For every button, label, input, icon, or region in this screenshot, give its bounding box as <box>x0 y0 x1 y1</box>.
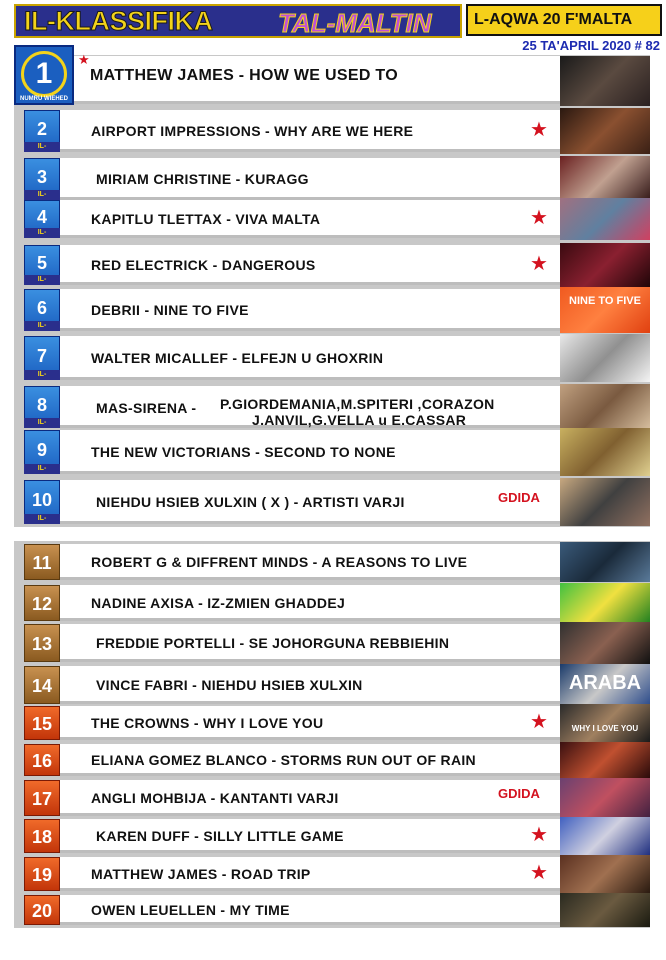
star-icon: ★ <box>530 119 548 141</box>
song-title: VINCE FABRI - NIEHDU HSIEB XULXIN <box>96 677 363 693</box>
song-title: WALTER MICALLEF - ELFEJN U GHOXRIN <box>91 350 384 366</box>
artist-photo-15 <box>560 704 650 742</box>
artist-photo-17 <box>560 778 650 818</box>
rank-badge: 12 <box>24 585 60 621</box>
chart-title-banner <box>14 4 462 38</box>
song-title: NIEHDU HSIEB XULXIN ( X ) - ARTISTI VARJI <box>96 494 405 510</box>
artist-photo-20 <box>560 893 650 927</box>
subtitle: L-AQWA 20 F'MALTA <box>474 11 633 28</box>
chart-entry-18 <box>24 819 560 853</box>
chart-entry-3 <box>24 158 560 200</box>
chart-entry-6 <box>24 289 560 331</box>
song-title: AIRPORT IMPRESSIONS - WHY ARE WE HERE <box>91 123 414 139</box>
rank-badge: 20 <box>24 895 60 925</box>
chart-entry-20 <box>24 895 560 925</box>
artist-photo-19 <box>560 855 650 893</box>
song-title: FREDDIE PORTELLI - SE JOHORGUNA REBBIEHIN <box>96 635 450 651</box>
artist-photo-1 <box>560 56 650 106</box>
rank-badge: 8 <box>24 386 60 428</box>
photo-caption: ARABA <box>568 672 642 694</box>
chart-logo-strip: IL- <box>24 370 60 380</box>
chart-entry-15 <box>24 706 560 740</box>
rank-badge: 15 <box>24 706 60 740</box>
star-icon: ★ <box>530 862 548 884</box>
photo-caption: WHY I LOVE YOU <box>571 724 639 733</box>
artist-photo-8 <box>560 384 650 430</box>
chart-entry-8 <box>24 386 560 428</box>
chart-entry-2 <box>24 110 560 152</box>
song-title: KAPITLU TLETTAX - VIVA MALTA <box>91 211 321 227</box>
song-title: MAS-SIRENA - <box>96 400 197 416</box>
song-title: DEBRII - NINE TO FIVE <box>91 302 249 318</box>
song-title: ANGLI MOHBIJA - KANTANTI VARJI <box>91 790 339 806</box>
chart-date: 25 TA'APRIL 2020 # 82 <box>522 38 660 53</box>
artist-photo-11 <box>560 542 650 582</box>
artist-photo-16 <box>560 742 650 778</box>
chart-entry-12 <box>24 585 560 621</box>
song-title: KAREN DUFF - SILLY LITTLE GAME <box>96 828 344 844</box>
rank-badge: 2 <box>24 110 60 152</box>
artist-photo-7 <box>560 334 650 382</box>
rank-badge: 16 <box>24 744 60 776</box>
new-entry-badge: GDIDA <box>498 490 540 505</box>
artist-photo-12 <box>560 583 650 623</box>
chart-entry-7 <box>24 336 560 380</box>
song-title: ELIANA GOMEZ BLANCO - STORMS RUN OUT OF RAIN <box>91 752 476 768</box>
artist-photo-5 <box>560 243 650 287</box>
chart-logo-strip: IL- <box>24 190 60 200</box>
chart-logo-strip: IL- <box>24 321 60 331</box>
chart-logo-strip: IL- <box>24 142 60 152</box>
song-title: ROBERT G & DIFFRENT MINDS - A REASONS TO LIVE <box>91 554 468 570</box>
rank-badge: 11 <box>24 544 60 580</box>
new-entry-badge: GDIDA <box>498 786 540 801</box>
artist-photo-10 <box>560 478 650 526</box>
artist-photo-14 <box>560 664 650 706</box>
artist-photo-4 <box>560 198 650 240</box>
rank-badge: 4 <box>24 200 60 238</box>
chart-entry-16 <box>24 744 560 776</box>
chart-logo-strip: IL- <box>24 275 60 285</box>
song-title: MATTHEW JAMES - ROAD TRIP <box>91 866 311 882</box>
rank-badge: 10 <box>24 480 60 524</box>
artist-photo-6 <box>560 287 650 333</box>
song-title: OWEN LEUELLEN - MY TIME <box>91 902 290 918</box>
rank-badge: 17 <box>24 780 60 816</box>
chart-entry-17 <box>24 780 560 816</box>
rank-badge: 13 <box>24 624 60 662</box>
star-icon: ★ <box>78 52 90 67</box>
header <box>0 0 666 55</box>
chart-entry-11 <box>24 544 560 580</box>
chart-entry-10 <box>24 480 560 524</box>
song-title: THE NEW VICTORIANS - SECOND TO NONE <box>91 444 396 460</box>
chart-entry-4 <box>24 200 560 238</box>
rank-badge: 19 <box>24 857 60 891</box>
artist-photo-9 <box>560 428 650 476</box>
chart-entry-5 <box>24 245 560 285</box>
rank-badge: 9 <box>24 430 60 474</box>
chart-entry-1 <box>74 52 560 104</box>
artist-photo-18 <box>560 817 650 855</box>
chart-entry-13 <box>24 624 560 662</box>
song-title: THE CROWNS - WHY I LOVE YOU <box>91 715 324 731</box>
rank-badge: 7 <box>24 336 60 380</box>
chart-logo-strip: IL- <box>24 464 60 474</box>
chart-entry-14 <box>24 666 560 704</box>
star-icon: ★ <box>530 711 548 733</box>
rank-badge: 5 <box>24 245 60 285</box>
artist-photo-2 <box>560 108 650 154</box>
song-artists-line-2: J.ANVIL,G.VELLA u E.CASSAR <box>252 412 467 428</box>
star-icon: ★ <box>530 207 548 229</box>
chart-logo-strip: IL- <box>24 514 60 524</box>
star-icon: ★ <box>530 253 548 275</box>
artist-photo-3 <box>560 156 650 202</box>
title-part2: TAL-MALTIN <box>278 8 432 38</box>
song-title: NADINE AXISA - IZ-ZMIEN GHADDEJ <box>91 595 346 611</box>
chart-entry-19 <box>24 857 560 891</box>
song-artists-line-1: P.GIORDEMANIA,M.SPITERI ,CORAZON <box>220 396 495 412</box>
song-title: RED ELECTRICK - DANGEROUS <box>91 257 316 273</box>
chart-logo-strip: IL- <box>24 418 60 428</box>
chart-logo-strip: IL- <box>24 228 60 238</box>
subtitle-banner <box>466 4 662 36</box>
song-title: MATTHEW JAMES - HOW WE USED TO <box>90 67 398 84</box>
rank-badge: 14 <box>24 666 60 704</box>
chart-entry-9 <box>24 430 560 474</box>
artist-photo-13 <box>560 622 650 664</box>
title-part1: IL-KLASSIFIKA <box>24 6 213 36</box>
rank-1-badge: 1 NUMRU WIEHED <box>14 45 74 105</box>
rank-badge: 3 <box>24 158 60 200</box>
rank-badge: 6 <box>24 289 60 331</box>
star-icon: ★ <box>530 824 548 846</box>
song-title: MIRIAM CHRISTINE - KURAGG <box>96 171 309 187</box>
rank-badge: 18 <box>24 819 60 853</box>
photo-caption: NINE TO FIVE <box>569 295 641 307</box>
